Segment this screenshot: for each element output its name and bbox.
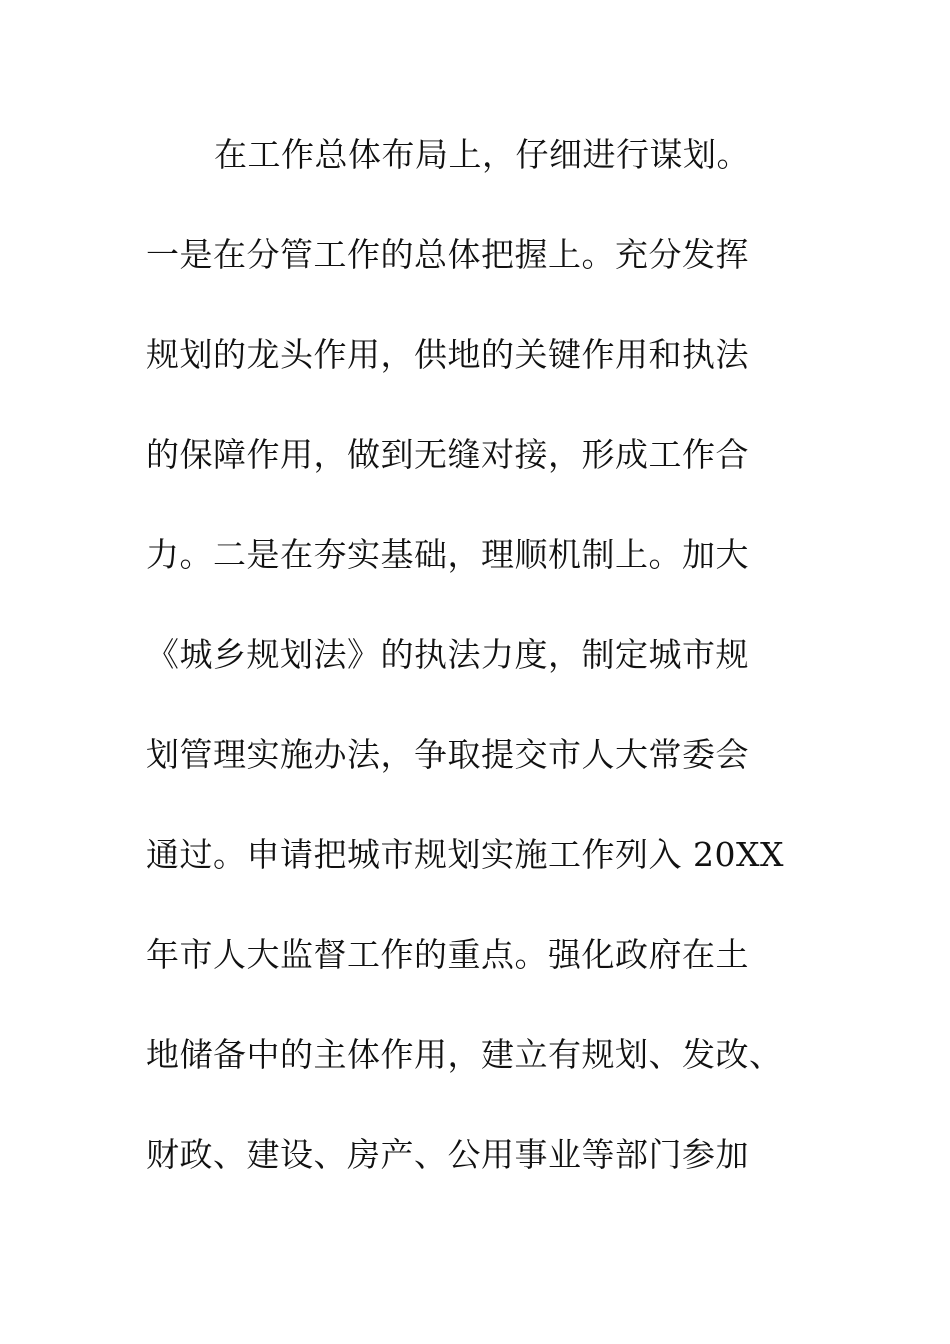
paragraph-line-4: 的保障作用，做到无缝对接，形成工作合 <box>146 435 749 474</box>
paragraph-line-1: 在工作总体布局上，仔细进行谋划。 <box>214 135 750 174</box>
paragraph-line-9: 年市人大监督工作的重点。强化政府在土 <box>146 935 749 974</box>
paragraph-line-3: 规划的龙头作用，供地的关键作用和执法 <box>146 335 749 374</box>
paragraph-line-7: 划管理实施办法，争取提交市人大常委会 <box>146 735 749 774</box>
body-paragraph <box>146 126 836 1226</box>
paragraph-line-6: 《城乡规划法》的执法力度，制定城市规 <box>146 635 749 674</box>
paragraph-line-11: 财政、建设、房产、公用事业等部门参加 <box>146 1135 749 1174</box>
paragraph-line-8: 通过。申请把城市规划实施工作列入 20XX <box>146 835 784 874</box>
paragraph-line-5: 力。二是在夯实基础，理顺机制上。加大 <box>146 535 749 574</box>
paragraph-line-10: 地储备中的主体作用，建立有规划、发改、 <box>146 1035 783 1074</box>
paragraph-line-2: 一是在分管工作的总体把握上。充分发挥 <box>146 235 749 274</box>
